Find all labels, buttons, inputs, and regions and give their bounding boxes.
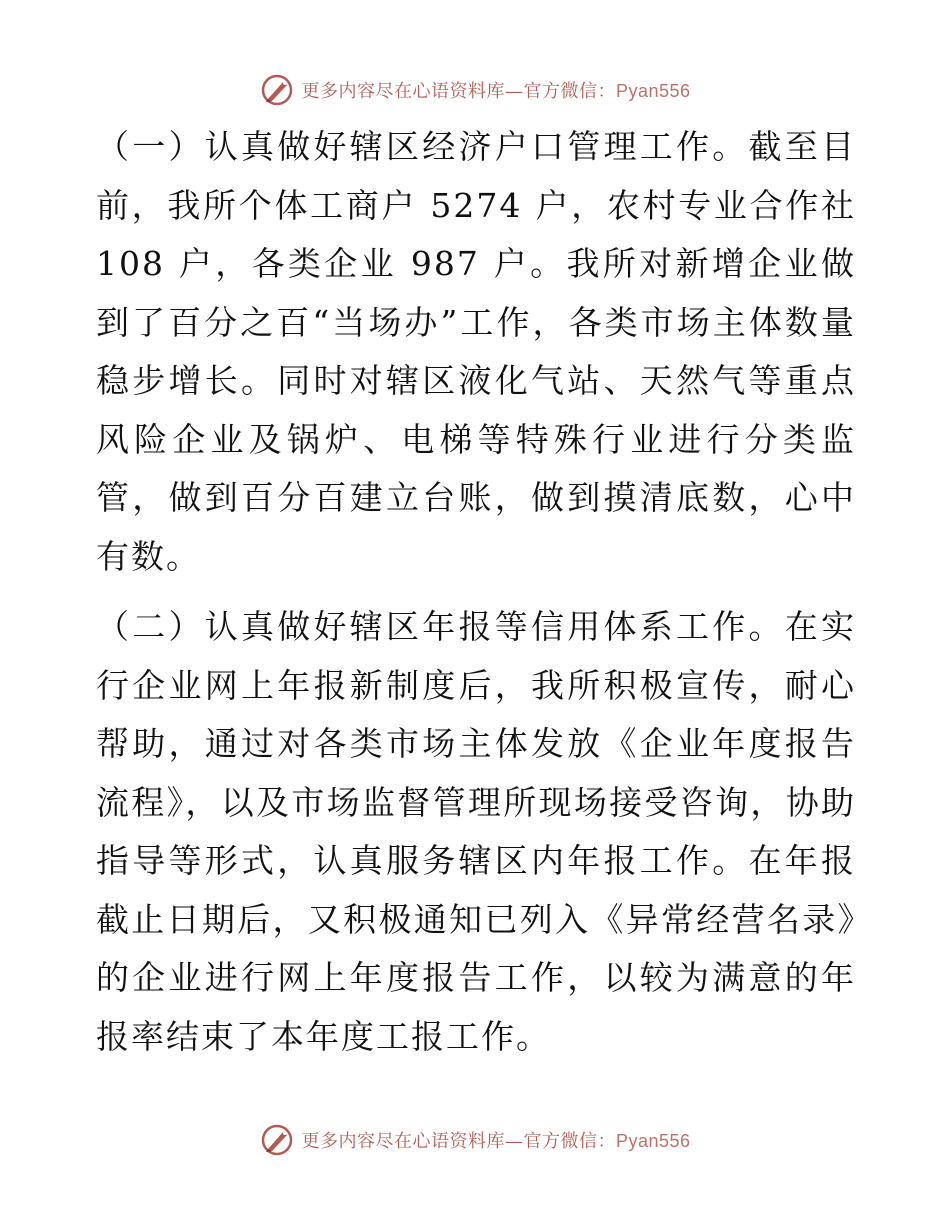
paragraph-annual-report: （二）认真做好辖区年报等信用体系工作。在实行企业网上年报新制度后，我所积极宣传，耐心帮助，通过对各类市场主体发放《企业年度报告流程》，以及市场监督管理所现场接受咨询，协助指导等形式，认真服务辖区内年报工作。在年报截止日期后，又积极通知已列入《异常经营名录》的企业进行网上年度报告工作，以较为满意的年报率结束了本年度工报工作。 (96, 607, 856, 1056)
watermark-account: Pyan556 (615, 81, 691, 101)
watermark-account: Pyan556 (615, 1131, 691, 1151)
pen-logo-icon (259, 72, 295, 108)
paragraph-economic-registry: （一）认真做好辖区经济户口管理工作。截至目前，我所个体工商户 5274 户，农村专业合作社 108 户，各类企业 987 户。我所对新增企业做到了百分之百“当场办”工作，各类市场主体数量稳步增长。同时对辖区液化气站、天然气等重点风险企业及锅炉、电梯等特殊行业进行分类监管，做到百分百建立台账，做到摸清底数，心中有数。 (96, 127, 856, 576)
watermark-text: 更多内容尽在心语资料库—官方微信：Pyan556 (301, 1131, 691, 1152)
document-body (96, 118, 856, 1066)
header-watermark (0, 70, 950, 110)
pen-logo-icon (259, 1122, 295, 1158)
footer-watermark (0, 1120, 950, 1160)
watermark-text: 更多内容尽在心语资料库—官方微信：Pyan556 (301, 81, 691, 102)
